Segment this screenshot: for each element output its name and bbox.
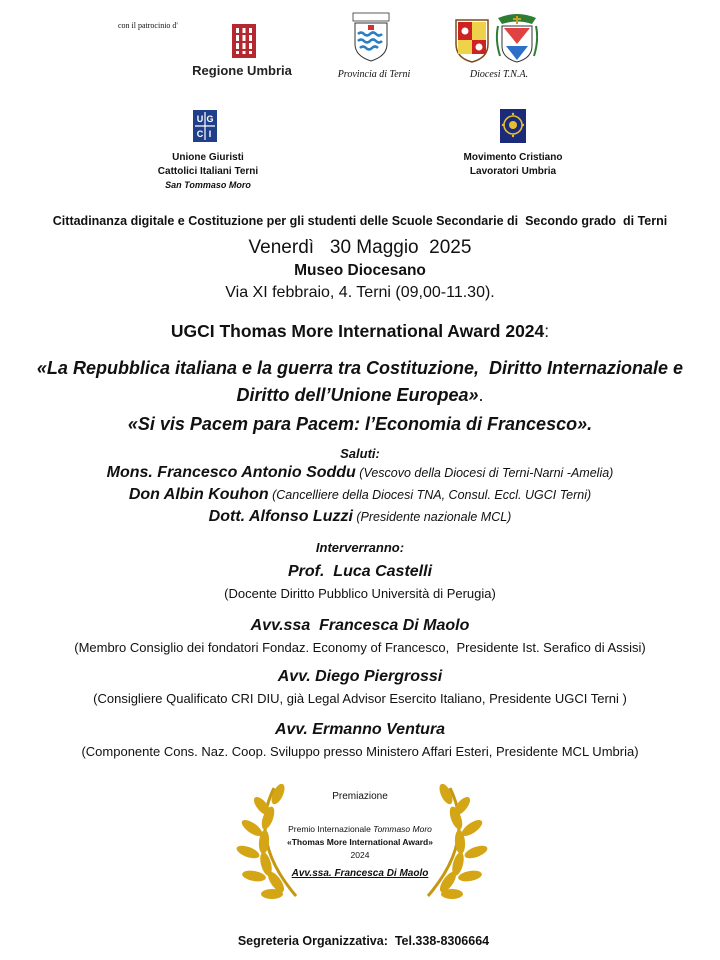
footer-phone[interactable]: Tel.338-8306664 — [394, 934, 490, 948]
speaker-name: Avv. Diego Piergrossi — [277, 668, 443, 685]
award-prize-name: «Thomas More International Award» — [287, 837, 433, 847]
diocesi-coat-of-arms-icon — [454, 14, 538, 64]
award-prize-prefix: Premio Internazionale — [288, 824, 374, 834]
greetings-heading: Saluti: — [340, 446, 380, 461]
svg-text:U: U — [196, 114, 204, 124]
award-prize-italic: Tommaso Moro — [373, 824, 432, 834]
provincia-terni-shield-icon — [352, 12, 390, 62]
award-title-text: UGCI Thomas More International Award 2024 — [170, 321, 545, 341]
speaker-role: (Consigliere Qualificato CRI DIU, già Legal Advisor Esercito Italiano, Presidente UGCI Terni ) — [93, 691, 627, 706]
event-venue: Museo Diocesano — [294, 262, 426, 279]
greeting-role: (Vescovo della Diocesi di Terni-Narni -Amelia) — [355, 466, 614, 480]
greeting-name: Don Albin Kouhon — [128, 486, 269, 503]
event-date: Venerdì 30 Maggio 2025 — [248, 237, 472, 258]
greeting-role: (Presidente nazionale MCL) — [352, 510, 512, 524]
footer-contact — [0, 920, 720, 948]
speaker-role: (Componente Cons. Naz. Coop. Sviluppo presso Ministero Affari Esteri, Presidente MCL Umbria) — [81, 744, 639, 759]
diocesi-label: Diocesi T.N.A. — [469, 69, 529, 80]
greeting-person — [0, 508, 720, 526]
mcl-label-line1: Movimento Cristiano — [463, 152, 563, 163]
greeting-person — [0, 464, 720, 482]
svg-text:I: I — [208, 129, 212, 139]
greeting-person — [0, 486, 720, 504]
theme-line-2-end: . — [478, 385, 484, 405]
mcl-label-line2: Lavoratori Umbria — [469, 166, 557, 177]
theme-line-2 — [0, 385, 720, 406]
ugci-label-line3: San Tommaso Moro — [165, 180, 251, 190]
patronage-label: con il patrocinio d' — [118, 21, 178, 30]
award-year: 2024 — [350, 850, 370, 860]
speakers-heading: Interverranno: — [315, 540, 405, 555]
greeting-name: Dott. Alfonso Luzzi — [208, 508, 353, 525]
speaker-name: Avv. Ermanno Ventura — [274, 721, 446, 738]
award-winner: Avv.ssa. Francesca Di Maolo — [291, 868, 429, 879]
speaker-role: (Docente Diritto Pubblico Università di Perugia) — [224, 586, 496, 601]
regione-umbria-emblem-icon — [232, 24, 256, 58]
mcl-logo-icon — [500, 109, 526, 143]
event-address: Via XI febbraio, 4. Terni (09,00-11.30). — [225, 284, 495, 301]
speaker-role: (Membro Consiglio dei fondatori Fondaz. Economy of Francesco, Presidente Ist. Serafico di Assisi) — [74, 640, 646, 655]
ugci-label-line1: Unione Giuristi — [172, 152, 244, 163]
svg-text:C: C — [196, 129, 204, 139]
theme-line-3: «Si vis Pacem para Pacem: l’Economia di Francesco». — [127, 414, 593, 434]
svg-text:G: G — [206, 114, 214, 124]
footer-label: Segreteria Organizzativa: — [237, 934, 395, 948]
speaker-name: Avv.ssa Francesca Di Maolo — [250, 617, 470, 634]
theme-line-2-text: Diritto dell’Unione Europea» — [236, 385, 479, 405]
award-title-colon: : — [544, 321, 550, 341]
provincia-terni-label: Provincia di Terni — [337, 69, 411, 80]
award-title — [0, 321, 720, 342]
theme-line-1: «La Repubblica italiana e la guerra tra Costituzione, Diritto Internazionale e — [36, 358, 684, 378]
regione-umbria-label: Regione Umbria — [192, 63, 292, 78]
greeting-role: (Cancelliere della Diocesi TNA, Consul. Eccl. UGCI Terni) — [268, 488, 592, 502]
award-heading: Premiazione — [332, 791, 388, 802]
event-subtitle: Cittadinanza digitale e Costituzione per gli studenti delle Scuole Secondarie di Secondo grado di Terni — [52, 214, 668, 228]
award-prize-line — [0, 824, 720, 834]
speaker-name: Prof. Luca Castelli — [287, 563, 433, 580]
ugci-label-line2: Cattolici Italiani Terni — [157, 166, 259, 177]
ugci-logo-icon — [193, 110, 217, 142]
greeting-name: Mons. Francesco Antonio Soddu — [106, 464, 356, 481]
